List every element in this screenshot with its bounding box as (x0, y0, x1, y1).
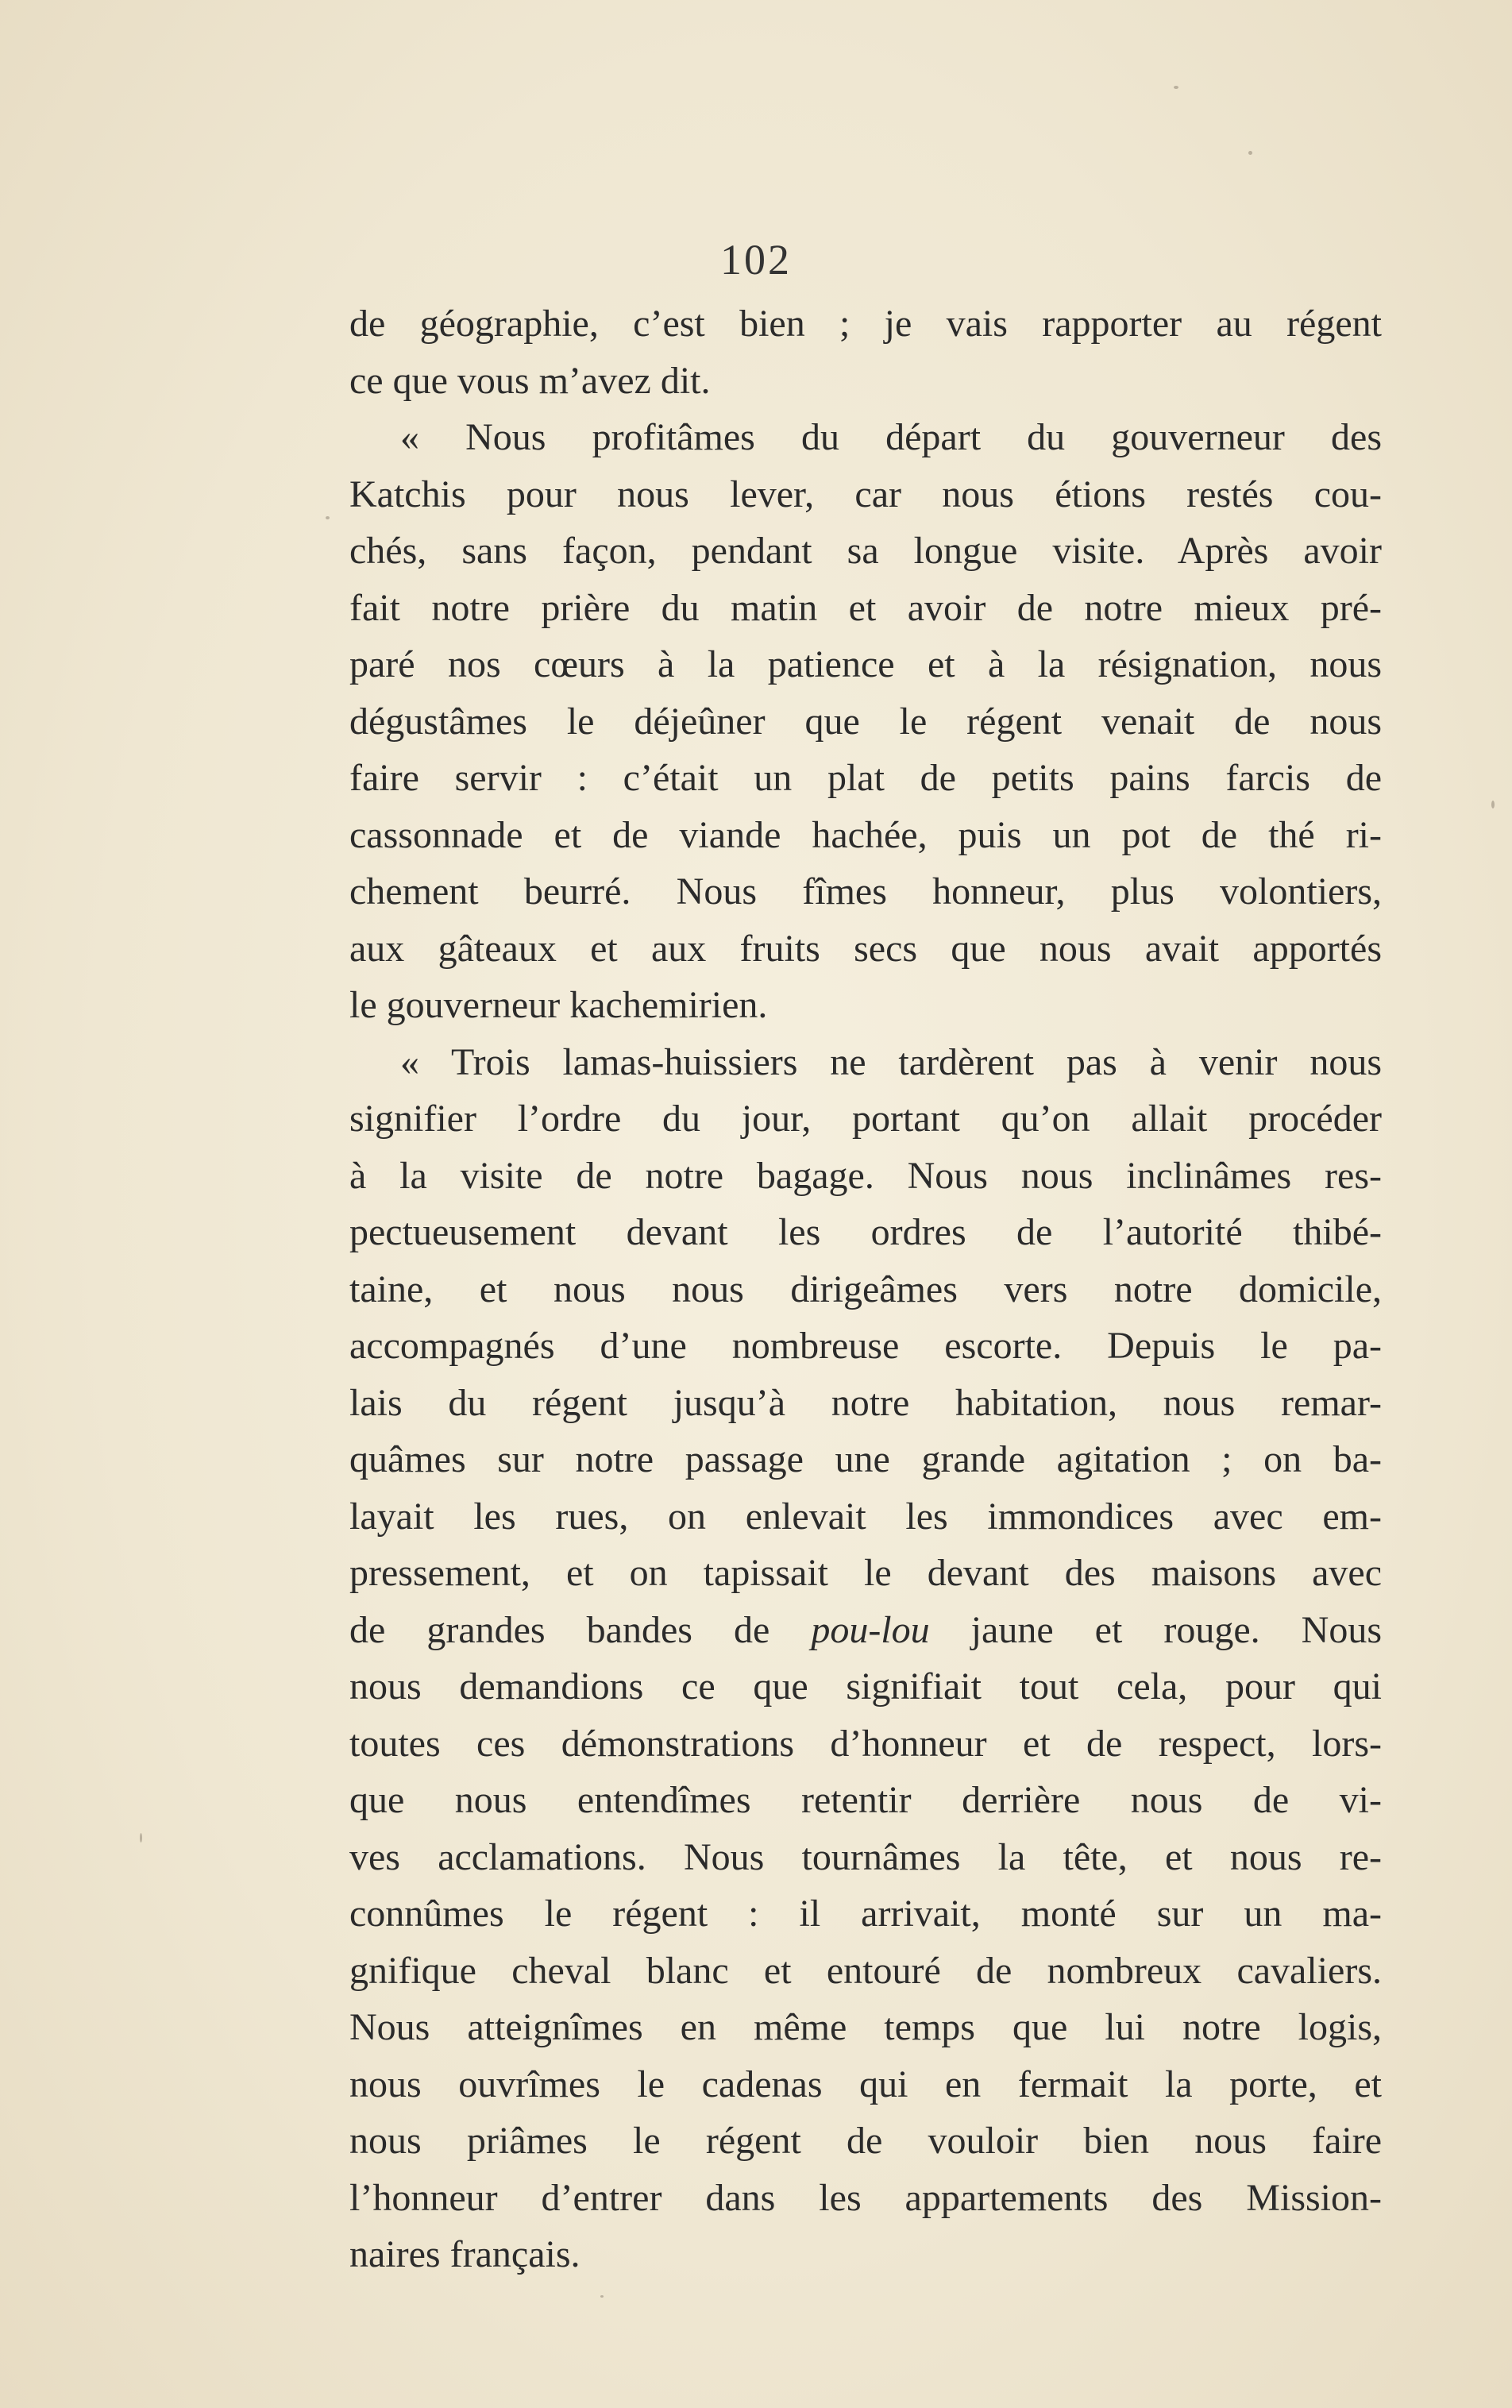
text-line: quâmes sur notre passage une grande agitation ; on ba- (349, 1438, 1382, 1480)
text-line: pressement, et on tapissait le devant des maisons avec (349, 1552, 1382, 1594)
text-line: naires français. (349, 2233, 580, 2275)
paper-speck (326, 516, 330, 519)
italic-term: pou-lou (811, 1608, 930, 1651)
text-line: layait les rues, on enlevait les immondices avec em- (349, 1495, 1382, 1538)
text-line: nous priâmes le régent de vouloir bien nous faire (349, 2120, 1382, 2162)
text-line-segment: jaune et rouge. Nous (929, 1608, 1382, 1651)
text-line: toutes ces démonstrations d’honneur et de respect, lors- (349, 1722, 1382, 1765)
text-line: « Trois lamas-huissiers ne tardèrent pas à venir nous (400, 1040, 1382, 1083)
paper-speck (1174, 86, 1178, 89)
text-line: ce que vous m’avez dit. (349, 359, 711, 402)
text-line: faire servir : c’était un plat de petits pains farcis de (349, 757, 1382, 799)
text-line: taine, et nous nous dirigeâmes vers notre domicile, (349, 1268, 1382, 1310)
paper-speck (1248, 151, 1252, 155)
paper-speck (1491, 801, 1495, 808)
text-line: à la visite de notre bagage. Nous nous inclinâmes res- (349, 1154, 1382, 1197)
text-line: le gouverneur kachemirien. (349, 984, 768, 1026)
text-line: pectueusement devant les ordres de l’autorité thibé- (349, 1211, 1382, 1253)
text-line: dégustâmes le déjeûner que le régent venait de nous (349, 700, 1382, 743)
text-line: Nous atteignîmes en même temps que lui notre logis, (349, 2006, 1382, 2048)
text-line: fait notre prière du matin et avoir de notre mieux pré- (349, 586, 1382, 629)
text-line-segment: de grandes bandes de (349, 1608, 812, 1651)
text-line: gnifique cheval blanc et entouré de nombreux cavaliers. (349, 1949, 1382, 1992)
text-line: Katchis pour nous lever, car nous étions restés cou- (349, 473, 1382, 515)
text-line: accompagnés d’une nombreuse escorte. Depuis le pa- (349, 1325, 1382, 1367)
text-line: que nous entendîmes retentir derrière nous de vi- (349, 1779, 1382, 1821)
text-line: de géographie, c’est bien ; je vais rapporter au régent (349, 303, 1382, 345)
text-line: l’honneur d’entrer dans les appartements des Mission- (349, 2176, 1382, 2219)
text-line: chés, sans façon, pendant sa longue visite. Après avoir (349, 530, 1382, 572)
text-line: connûmes le régent : il arrivait, monté sur un ma- (349, 1893, 1382, 1935)
body-text (349, 295, 1382, 2283)
text-line (349, 1602, 1382, 1659)
page-number: 102 (720, 236, 792, 284)
text-line: « Nous profitâmes du départ du gouverneur des (400, 416, 1382, 458)
text-line: chement beurré. Nous fîmes honneur, plus volontiers, (349, 870, 1382, 913)
text-line: ves acclamations. Nous tournâmes la tête, et nous re- (349, 1835, 1382, 1878)
text-line: paré nos cœurs à la patience et à la résignation, nous (349, 643, 1382, 685)
text-line: cassonnade et de viande hachée, puis un pot de thé ri- (349, 813, 1382, 856)
text-line: nous demandions ce que signifiait tout cela, pour qui (349, 1665, 1382, 1708)
text-line: lais du régent jusqu’à notre habitation, nous remar- (349, 1381, 1382, 1424)
paper-speck (600, 2295, 604, 2298)
text-line: signifier l’ordre du jour, portant qu’on allait procéder (349, 1098, 1382, 1140)
text-line: aux gâteaux et aux fruits secs que nous avait apportés (349, 927, 1382, 970)
text-line: nous ouvrîmes le cadenas qui en fermait la porte, et (349, 2063, 1382, 2105)
paper-speck (140, 1833, 142, 1843)
